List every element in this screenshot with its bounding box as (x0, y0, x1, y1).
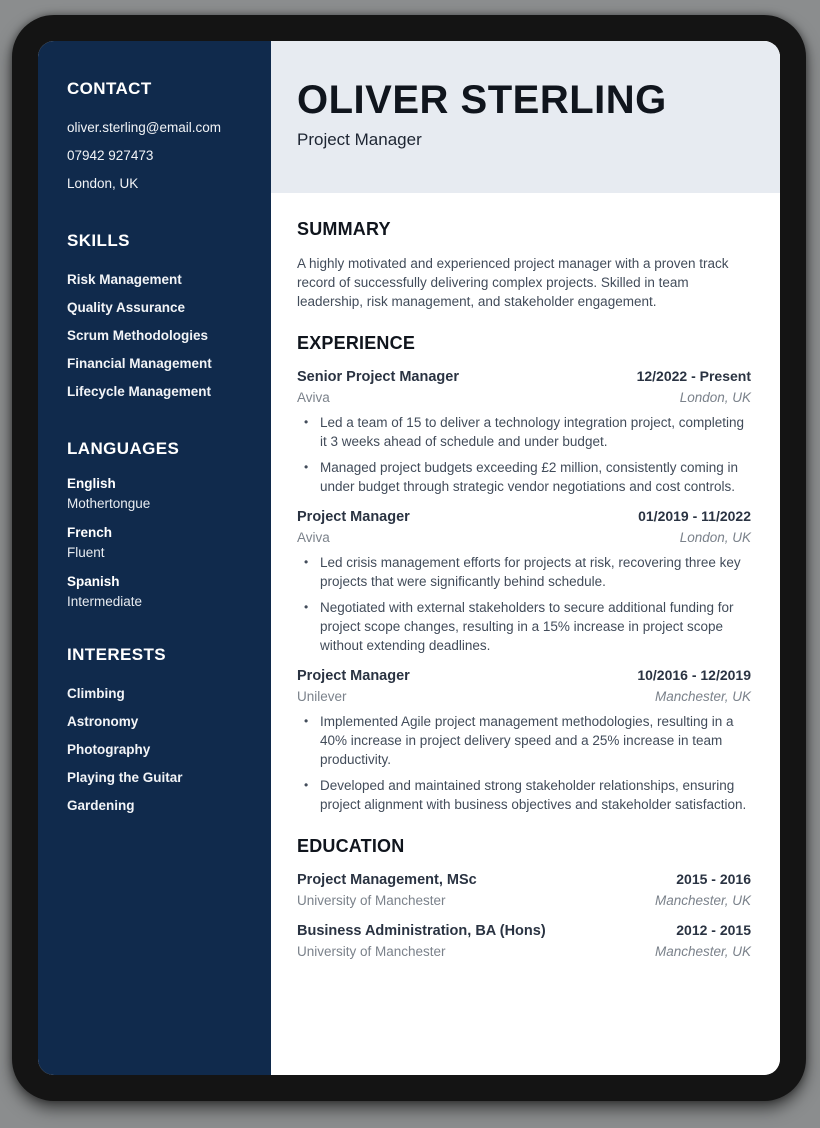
education-location: Manchester, UK (654, 944, 751, 959)
summary-heading: SUMMARY (297, 219, 391, 239)
experience-heading: EXPERIENCE (297, 333, 416, 353)
language-name: Spanish (67, 574, 120, 589)
interests-heading: INTERESTS (67, 645, 167, 664)
job-subheader-row (297, 528, 751, 547)
experience-entry (297, 667, 751, 814)
education-dates: 2012 - 2015 (676, 922, 751, 938)
skills-heading: SKILLS (67, 231, 130, 250)
job-bullet: • Led crisis management efforts for projects at risk, recovering three key projects that were significantly behind schedule. (297, 553, 751, 591)
skill-item: Quality Assurance (67, 300, 186, 315)
experience-entry (297, 508, 751, 655)
job-header-row (297, 368, 751, 386)
job-dates: 01/2019 - 11/2022 (638, 508, 751, 524)
languages-section (67, 439, 251, 612)
job-bullet: • Implemented Agile project management methodologies, resulting in a 40% increase in project delivery speed and a 25% increase in team productivity. (297, 712, 751, 769)
job-dates: 12/2022 - Present (636, 368, 751, 384)
job-title: Project Manager (297, 509, 410, 525)
language-level: Intermediate (67, 594, 143, 609)
skill-item: Scrum Methodologies (67, 328, 209, 343)
job-bullet: • Managed project budgets exceeding £2 million, consistently coming in under budget through strategic vendor negotiations and cost controls. (297, 458, 751, 496)
resume-frame (12, 15, 806, 1101)
education-school: University of Manchester (297, 893, 446, 908)
experience-entry (297, 368, 751, 496)
resume-card (38, 41, 780, 1075)
person-name: OLIVER STERLING (297, 78, 667, 122)
education-section (297, 836, 751, 961)
job-location: London, UK (679, 530, 751, 545)
summary-section (297, 219, 751, 311)
skill-item: Risk Management (67, 272, 182, 287)
contact-heading: CONTACT (67, 79, 152, 98)
skill-item: Lifecycle Management (67, 384, 212, 399)
job-company: Aviva (297, 530, 330, 545)
job-bullets (297, 553, 751, 655)
job-bullets (297, 413, 751, 496)
education-school: University of Manchester (297, 944, 446, 959)
job-title: Project Manager (297, 668, 410, 684)
job-bullet: • Developed and maintained strong stakeholder relationships, ensuring project alignment with business objectives and stakeholder satisfaction. (297, 776, 751, 814)
skills-section (67, 231, 251, 406)
job-location: Manchester, UK (654, 689, 751, 704)
job-company: Unilever (297, 689, 347, 704)
main-content (271, 193, 780, 983)
job-company: Aviva (297, 390, 330, 405)
interest-item: Astronomy (67, 714, 139, 729)
skill-item: Financial Management (67, 356, 212, 371)
contact-location: London, UK (67, 176, 139, 191)
job-subheader-row (297, 388, 751, 407)
sidebar (38, 41, 271, 1075)
person-title: Project Manager (297, 130, 422, 149)
education-entry (297, 871, 751, 910)
education-location: Manchester, UK (654, 893, 751, 908)
resume-header (271, 41, 780, 193)
interest-item: Climbing (67, 686, 125, 701)
job-title: Senior Project Manager (297, 369, 459, 385)
education-subheader-row (297, 891, 751, 910)
job-subheader-row (297, 687, 751, 706)
education-subheader-row (297, 942, 751, 961)
job-location: London, UK (679, 390, 751, 405)
contact-phone: 07942 927473 (67, 148, 154, 163)
job-header-row (297, 508, 751, 526)
language-item (67, 523, 251, 563)
languages-heading: LANGUAGES (67, 439, 180, 458)
job-bullets (297, 712, 751, 814)
education-header-row (297, 871, 751, 889)
summary-text: A highly motivated and experienced project manager with a proven track record of successfully delivering complex projects. Skilled in team leadership, risk management, and stakeholder engagement. (297, 256, 729, 309)
interests-section (67, 645, 251, 820)
job-header-row (297, 667, 751, 685)
interest-item: Photography (67, 742, 151, 757)
main-column (271, 41, 780, 1075)
interest-item: Gardening (67, 798, 135, 813)
education-degree: Project Management, MSc (297, 872, 477, 888)
interest-item: Playing the Guitar (67, 770, 183, 785)
experience-section (297, 333, 751, 814)
language-item (67, 474, 251, 514)
education-header-row (297, 922, 751, 940)
language-level: Mothertongue (67, 496, 151, 511)
contact-email: oliver.sterling@email.com (67, 120, 222, 135)
language-name: English (67, 476, 116, 491)
language-item (67, 572, 251, 612)
contact-section (67, 79, 251, 198)
education-entry (297, 922, 751, 961)
job-bullet: • Led a team of 15 to deliver a technology integration project, completing it 3 weeks ahead of schedule and under budget. (297, 413, 751, 451)
job-bullet: • Negotiated with external stakeholders to secure additional funding for project scope changes, resulting in a 15% increase in project scope without extending deadlines. (297, 598, 751, 655)
education-dates: 2015 - 2016 (676, 871, 751, 887)
job-dates: 10/2016 - 12/2019 (637, 667, 751, 683)
education-heading: EDUCATION (297, 836, 405, 856)
language-level: Fluent (67, 545, 105, 560)
language-name: French (67, 525, 113, 540)
education-degree: Business Administration, BA (Hons) (297, 923, 546, 939)
